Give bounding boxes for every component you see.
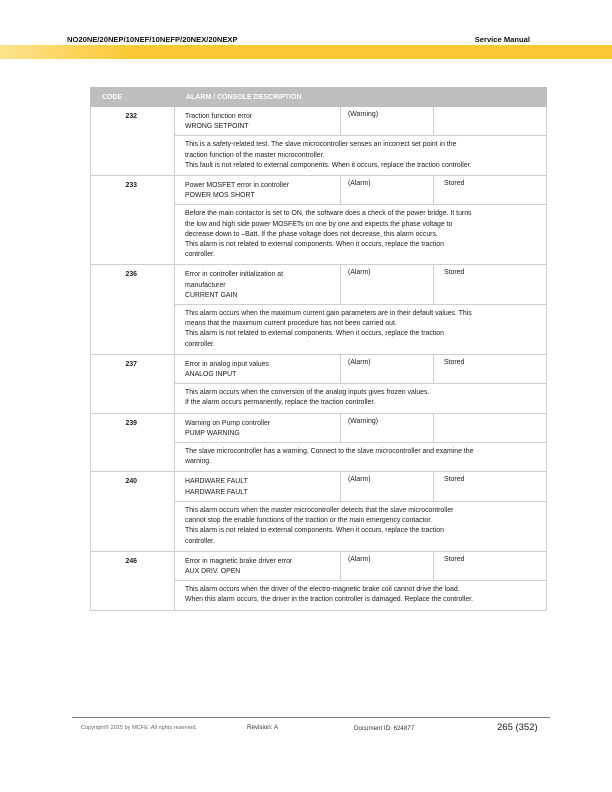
alarm-stored [434,413,547,442]
alarm-description [175,501,547,551]
alarm-code: 236 [91,265,175,354]
alarm-description-line: controller. [185,537,215,545]
alarm-code: 232 [91,107,175,176]
alarm-name-line: CURRENT GAIN [185,291,238,299]
alarm-description-line: cannot stop the enable functions of the traction or the main emergency contactor. [185,517,433,525]
header-models: NO20NE/20NEP/10NEF/10NEFP/20NEX/20NEXP [67,35,238,44]
alarm-description-line: the low and high side power MOSFETs on one by one and expects the phase voltage to [185,220,453,228]
alarm-code: 239 [91,413,175,472]
alarm-row [91,265,547,305]
alarm-name-cell [175,354,341,383]
alarm-description-line: This alarm occurs when the master microcontroller detects that the slave microcontroller [185,506,454,514]
alarm-name-cell [175,551,341,580]
alarm-name-cell [175,472,341,501]
alarm-description-line: This alarm is not related to external components. When it occurs, replace the traction [185,330,444,338]
alarm-code: 237 [91,354,175,413]
alarm-name-line: Traction function error [185,113,253,120]
alarm-description-line: This is a safety-related test. The slave microcontroller senses an incorrect set point in the [185,141,457,149]
alarm-name-line: ANALOG INPUT [185,371,237,379]
alarm-row [91,472,547,501]
alarm-name-line: POWER MOS SHORT [185,192,255,200]
alarm-description-line: controller. [185,251,215,259]
alarm-stored: Stored [434,176,547,205]
alarm-type: (Alarm) [341,176,434,205]
alarm-row [91,551,547,580]
alarm-description [175,305,547,355]
alarm-row [91,413,547,442]
alarm-code: 233 [91,176,175,265]
alarm-name-line: WRONG SETPOINT [185,123,249,131]
alarm-description [175,443,547,472]
footer-copyright: Copyright© 2015 by MCFE. All rights reserved. [81,725,198,731]
alarm-name-line: Power MOSFET error in controller [185,182,290,190]
alarm-name-line: PUMP WARNING [185,429,240,437]
alarm-name-line: HARDWARE FAULT [185,478,248,486]
alarm-description-line: If the alarm occurs permanently, replace the traction controller. [185,399,376,407]
alarm-stored: Stored [434,265,547,305]
alarm-description-line: controller. [185,340,215,348]
alarm-description-line: The slave microcontroller has a warning. Connect to the slave microcontroller and examine the [185,448,474,456]
alarm-description-line: This alarm occurs when the conversion of the analog inputs gives frozen values. [185,389,430,397]
table-header-row [91,88,547,107]
alarm-description-line: When this alarm occurs, the driver in the traction controller is damaged. Replace the controller. [185,596,474,604]
alarm-type: (Warning) [341,107,434,136]
alarm-name-line: manufacturer [185,281,226,289]
alarm-row [91,354,547,383]
alarm-description-line: This alarm is not related to external components. When it occurs, replace the traction [185,527,444,535]
alarm-name-line: AUX DRIV. OPEN [185,567,241,575]
alarm-name-line: Error in controller initialization at [185,271,284,279]
alarm-type: (Alarm) [341,354,434,383]
alarm-description [175,581,547,610]
alarm-name-line: Error in magnetic brake driver error [185,557,293,565]
alarm-description-line: This alarm occurs when the maximum current gain parameters are in their default values. This [185,310,472,318]
alarm-name-cell [175,107,341,136]
alarm-description-line: decrease down to –Batt. If the phase voltage does not decrease, this alarm occurs. [185,230,438,238]
alarm-name-line: Warning on Pump controller [185,419,271,427]
alarm-type: (Alarm) [341,265,434,305]
alarm-description-line: This alarm is not related to external components. When it occurs, replace the traction [185,241,444,249]
alarm-description-line: This alarm occurs when the driver of the electro-magnetic brake coil cannot drive the load. [185,586,460,594]
alarm-row [91,176,547,205]
alarm-description-line: means that the maximum current procedure has not been carried out. [185,320,397,328]
alarm-stored [434,107,547,136]
alarm-name-cell [175,413,341,442]
alarm-code: 246 [91,551,175,610]
column-header-description: ALARM / CONSOLE DESCRIPTION [175,88,547,107]
footer-document-id: Document ID: 624877 [354,725,415,732]
alarm-name-line: HARDWARE FAULT [185,488,248,496]
alarm-type: (Alarm) [341,551,434,580]
alarm-code: 240 [91,472,175,551]
alarm-stored: Stored [434,354,547,383]
alarm-description-line: traction function of the master microcontroller. [185,151,325,159]
alarm-type: (Alarm) [341,472,434,501]
alarm-description-line: warning. [185,458,212,466]
alarm-description-line: This fault is not related to external components. When it occurs, replace the traction controller. [185,161,472,169]
alarm-table [90,87,547,611]
header-accent-gradient [0,45,130,59]
footer-revision: Revision: A [247,724,278,731]
alarm-type: (Warning) [341,413,434,442]
alarm-row [91,107,547,136]
alarm-name-cell [175,265,341,305]
alarm-stored: Stored [434,551,547,580]
alarm-name-cell [175,176,341,205]
alarm-description [175,136,547,176]
alarm-stored: Stored [434,472,547,501]
alarm-description [175,384,547,413]
column-header-code: CODE [91,88,175,107]
alarm-name-line: Error in analog input values [185,360,269,368]
header-manual-title: Service Manual [474,35,530,44]
footer-page-number: 265 (352) [497,722,538,733]
alarm-description-line: Before the main contactor is set to ON, the software does a check of the power bridge. It turns [185,210,472,218]
footer-rule [72,717,550,718]
alarm-description [175,205,547,265]
